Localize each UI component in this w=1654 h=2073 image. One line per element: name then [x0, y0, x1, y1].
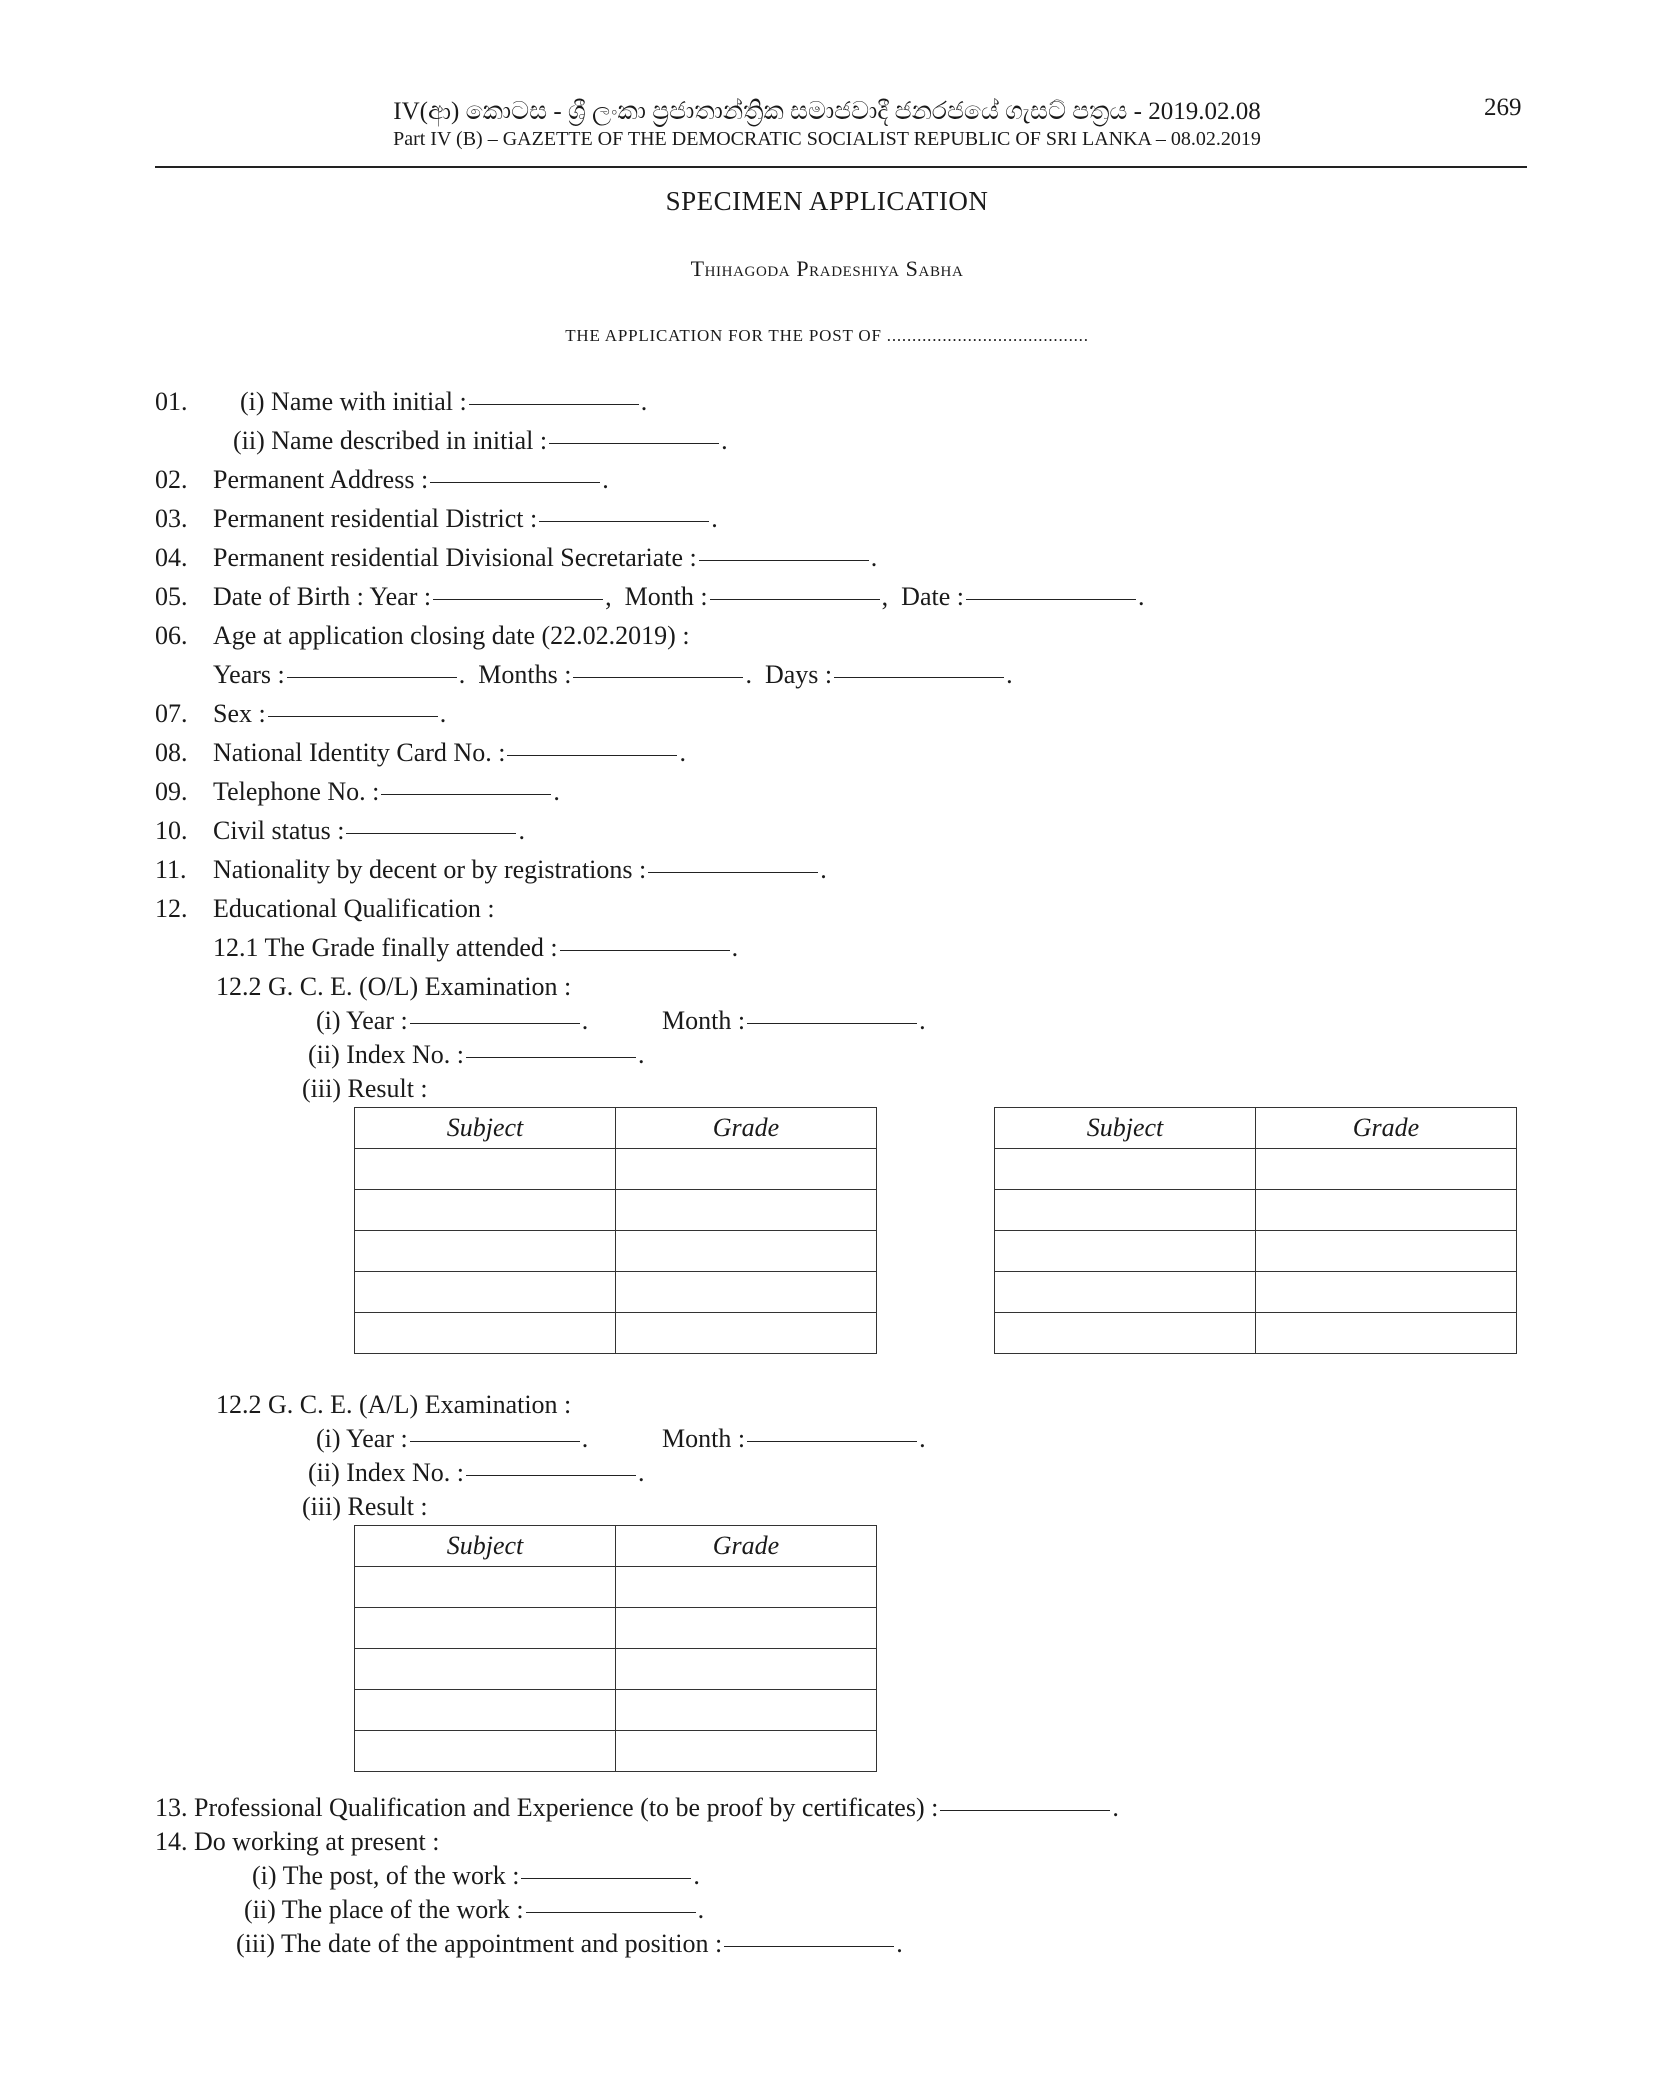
table-row [355, 1690, 877, 1731]
table-row [355, 1190, 877, 1231]
table-cell[interactable] [355, 1149, 616, 1190]
field-label: (ii) Index No. : [308, 1458, 464, 1487]
table-row [995, 1190, 1517, 1231]
field-label: Month : [624, 582, 708, 611]
al-year: (i) Year : . [316, 1424, 589, 1453]
field-label: (ii) Name described in initial : [233, 426, 548, 455]
ol-index: (ii) Index No. : . [308, 1040, 645, 1069]
table-cell[interactable] [355, 1731, 616, 1772]
field-name-described: (ii) Name described in initial : . [233, 426, 728, 455]
field-label: Sex : [213, 699, 266, 728]
item-number: 12. [155, 894, 188, 923]
field-professional-qualification: 13. Professional Qualification and Experience (to be proof by certificates) : . [155, 1793, 1119, 1822]
table-cell[interactable] [995, 1272, 1256, 1313]
blank-line[interactable] [287, 676, 457, 678]
item-number: 10. [155, 816, 188, 845]
table-cell[interactable] [616, 1649, 877, 1690]
page-number: 269 [1484, 94, 1522, 121]
post-line: THE APPLICATION FOR THE POST OF ........................................ [565, 326, 1089, 345]
blank-line[interactable] [521, 1877, 691, 1879]
blank-line[interactable] [560, 949, 730, 951]
table-row [995, 1231, 1517, 1272]
blank-line[interactable] [648, 871, 818, 873]
field-label: 13. Professional Qualification and Experience (to be proof by certificates) : [155, 1793, 939, 1822]
field-sex: Sex : . [213, 699, 447, 728]
field-nationality: Nationality by decent or by registrations : . [213, 855, 827, 884]
field-label: Months : [478, 660, 572, 689]
al-month: Month : . [662, 1424, 926, 1453]
al-result-table [354, 1525, 877, 1772]
blank-line[interactable] [526, 1911, 696, 1913]
field-label: (i) Year : [316, 1424, 408, 1453]
field-label: Permanent residential Divisional Secretariate : [213, 543, 697, 572]
table-cell[interactable] [616, 1567, 877, 1608]
col-subject: Subject [355, 1108, 616, 1149]
gazette-header-sinhala: IV(ආ) කොටස - ශ්‍රී ලංකා ප්‍රජාතාන්ත්‍රික සමාජවාදී ජනරජයේ ගැසට් පත්‍රය - 2019.02.08 [393, 98, 1261, 125]
council-name: Thihagoda Pradeshiya Sabha [690, 256, 964, 281]
blank-line[interactable] [549, 442, 719, 444]
blank-line[interactable] [430, 481, 600, 483]
blank-line[interactable] [466, 1474, 636, 1476]
col-grade: Grade [616, 1108, 877, 1149]
blank-line[interactable] [410, 1440, 580, 1442]
table-row [995, 1149, 1517, 1190]
table-row [355, 1272, 877, 1313]
table-cell[interactable] [355, 1567, 616, 1608]
blank-line[interactable] [940, 1809, 1110, 1811]
field-date-of-birth: Date of Birth : Year : , Month : , Date : . [213, 582, 1145, 611]
field-label: Date of Birth : Year : [213, 582, 432, 611]
col-subject: Subject [995, 1108, 1256, 1149]
ol-exam-heading: 12.2 G. C. E. (O/L) Examination : [216, 972, 572, 1001]
col-grade: Grade [616, 1526, 877, 1567]
field-nic: National Identity Card No. : . [213, 738, 686, 767]
item-number: 02. [155, 465, 188, 494]
table-cell[interactable] [355, 1313, 616, 1354]
table-row [355, 1149, 877, 1190]
field-label: Telephone No. : [213, 777, 380, 806]
al-exam-heading: 12.2 G. C. E. (A/L) Examination : [216, 1390, 572, 1419]
item-number: 03. [155, 504, 188, 533]
field-grade-attended: 12.1 The Grade finally attended : . [213, 933, 739, 962]
blank-line[interactable] [966, 598, 1136, 600]
table-row [355, 1313, 877, 1354]
table-cell[interactable] [1256, 1190, 1517, 1231]
blank-line[interactable] [507, 754, 677, 756]
table-row [995, 1272, 1517, 1313]
blank-line[interactable] [268, 715, 438, 717]
table-cell[interactable] [616, 1231, 877, 1272]
field-label: Permanent Address : [213, 465, 429, 494]
field-appointment-date: (iii) The date of the appointment and position : . [236, 1929, 903, 1958]
ol-result-table-right [994, 1107, 1517, 1354]
blank-line[interactable] [346, 832, 516, 834]
field-label: (i) Year : [316, 1006, 408, 1035]
item-number: 06. [155, 621, 188, 650]
field-label: Years : [213, 660, 285, 689]
al-result-label: (iii) Result : [302, 1492, 428, 1521]
table-cell[interactable] [355, 1649, 616, 1690]
blank-line[interactable] [834, 676, 1004, 678]
item-number: 01. [155, 387, 188, 416]
table-cell[interactable] [616, 1690, 877, 1731]
field-label: Month : [662, 1424, 746, 1453]
table-cell[interactable] [995, 1231, 1256, 1272]
field-label: (iii) The date of the appointment and position : [236, 1929, 723, 1958]
item-number: 09. [155, 777, 188, 806]
ol-result-table-left [354, 1107, 877, 1354]
field-label: 12.1 The Grade finally attended : [213, 933, 558, 962]
table-cell[interactable] [995, 1313, 1256, 1354]
field-label: (ii) The place of the work : [244, 1895, 524, 1924]
table-cell[interactable] [616, 1313, 877, 1354]
field-permanent-address: Permanent Address : . [213, 465, 609, 494]
table-cell[interactable] [355, 1231, 616, 1272]
field-label: Permanent residential District : [213, 504, 538, 533]
field-label: (ii) Index No. : [308, 1040, 464, 1069]
table-row [355, 1731, 877, 1772]
table-cell[interactable] [616, 1731, 877, 1772]
table-cell[interactable] [1256, 1313, 1517, 1354]
item-number: 11. [155, 855, 187, 884]
field-label: National Identity Card No. : [213, 738, 506, 767]
gazette-header-english: Part IV (B) – GAZETTE OF THE DEMOCRATIC SOCIALIST REPUBLIC OF SRI LANKA – 08.02.2019 [393, 128, 1261, 150]
table-cell[interactable] [1256, 1272, 1517, 1313]
field-post-of-work: (i) The post, of the work : . [252, 1861, 700, 1890]
field-label: Month : [662, 1006, 746, 1035]
table-cell[interactable] [995, 1190, 1256, 1231]
table-cell[interactable] [355, 1190, 616, 1231]
field-label: Civil status : [213, 816, 345, 845]
col-grade: Grade [1256, 1108, 1517, 1149]
ol-year: (i) Year : . [316, 1006, 589, 1035]
field-age-heading: Age at application closing date (22.02.2019) : [213, 621, 690, 650]
ol-month: Month : . [662, 1006, 926, 1035]
field-district: Permanent residential District : . [213, 504, 718, 533]
item-number: 04. [155, 543, 188, 572]
table-cell[interactable] [1256, 1149, 1517, 1190]
blank-line[interactable] [433, 598, 603, 600]
blank-line[interactable] [469, 403, 639, 405]
table-cell[interactable] [616, 1190, 877, 1231]
field-label: (i) Name with initial : [240, 387, 467, 416]
table-row [355, 1608, 877, 1649]
al-index: (ii) Index No. : . [308, 1458, 645, 1487]
blank-line[interactable] [724, 1945, 894, 1947]
field-telephone: Telephone No. : . [213, 777, 560, 806]
item-number: 08. [155, 738, 188, 767]
table-row [355, 1231, 877, 1272]
table-row [995, 1313, 1517, 1354]
field-label: Date : [901, 582, 964, 611]
ol-result-label: (iii) Result : [302, 1074, 428, 1103]
item-number: 07. [155, 699, 188, 728]
table-cell[interactable] [616, 1149, 877, 1190]
table-cell[interactable] [355, 1608, 616, 1649]
table-cell[interactable] [995, 1149, 1256, 1190]
field-divisional-secretariate: Permanent residential Divisional Secretariate : . [213, 543, 878, 572]
field-label: Days : [764, 660, 833, 689]
table-cell[interactable] [355, 1272, 616, 1313]
blank-line[interactable] [466, 1056, 636, 1058]
header-rule [155, 166, 1527, 168]
table-row [355, 1567, 877, 1608]
blank-line[interactable] [381, 793, 551, 795]
blank-line[interactable] [539, 520, 709, 522]
field-name-with-initial: (i) Name with initial : . [240, 387, 648, 416]
col-subject: Subject [355, 1526, 616, 1567]
table-cell[interactable] [1256, 1231, 1517, 1272]
table-cell[interactable] [616, 1272, 877, 1313]
field-label: (i) The post, of the work : [252, 1861, 520, 1890]
blank-line[interactable] [573, 676, 743, 678]
blank-line[interactable] [747, 1022, 917, 1024]
field-education-heading: Educational Qualification : [213, 894, 495, 923]
field-label: Nationality by decent or by registrations : [213, 855, 647, 884]
table-cell[interactable] [616, 1608, 877, 1649]
item-number: 05. [155, 582, 188, 611]
field-working-heading: 14. Do working at present : [155, 1827, 440, 1856]
blank-line[interactable] [410, 1022, 580, 1024]
document-title: SPECIMEN APPLICATION [665, 186, 989, 216]
field-civil-status: Civil status : . [213, 816, 525, 845]
field-place-of-work: (ii) The place of the work : . [244, 1895, 705, 1924]
blank-line[interactable] [710, 598, 880, 600]
table-row [355, 1649, 877, 1690]
table-cell[interactable] [355, 1690, 616, 1731]
blank-line[interactable] [699, 559, 869, 561]
field-age: Years : . Months : . Days : . [213, 660, 1013, 689]
blank-line[interactable] [747, 1440, 917, 1442]
